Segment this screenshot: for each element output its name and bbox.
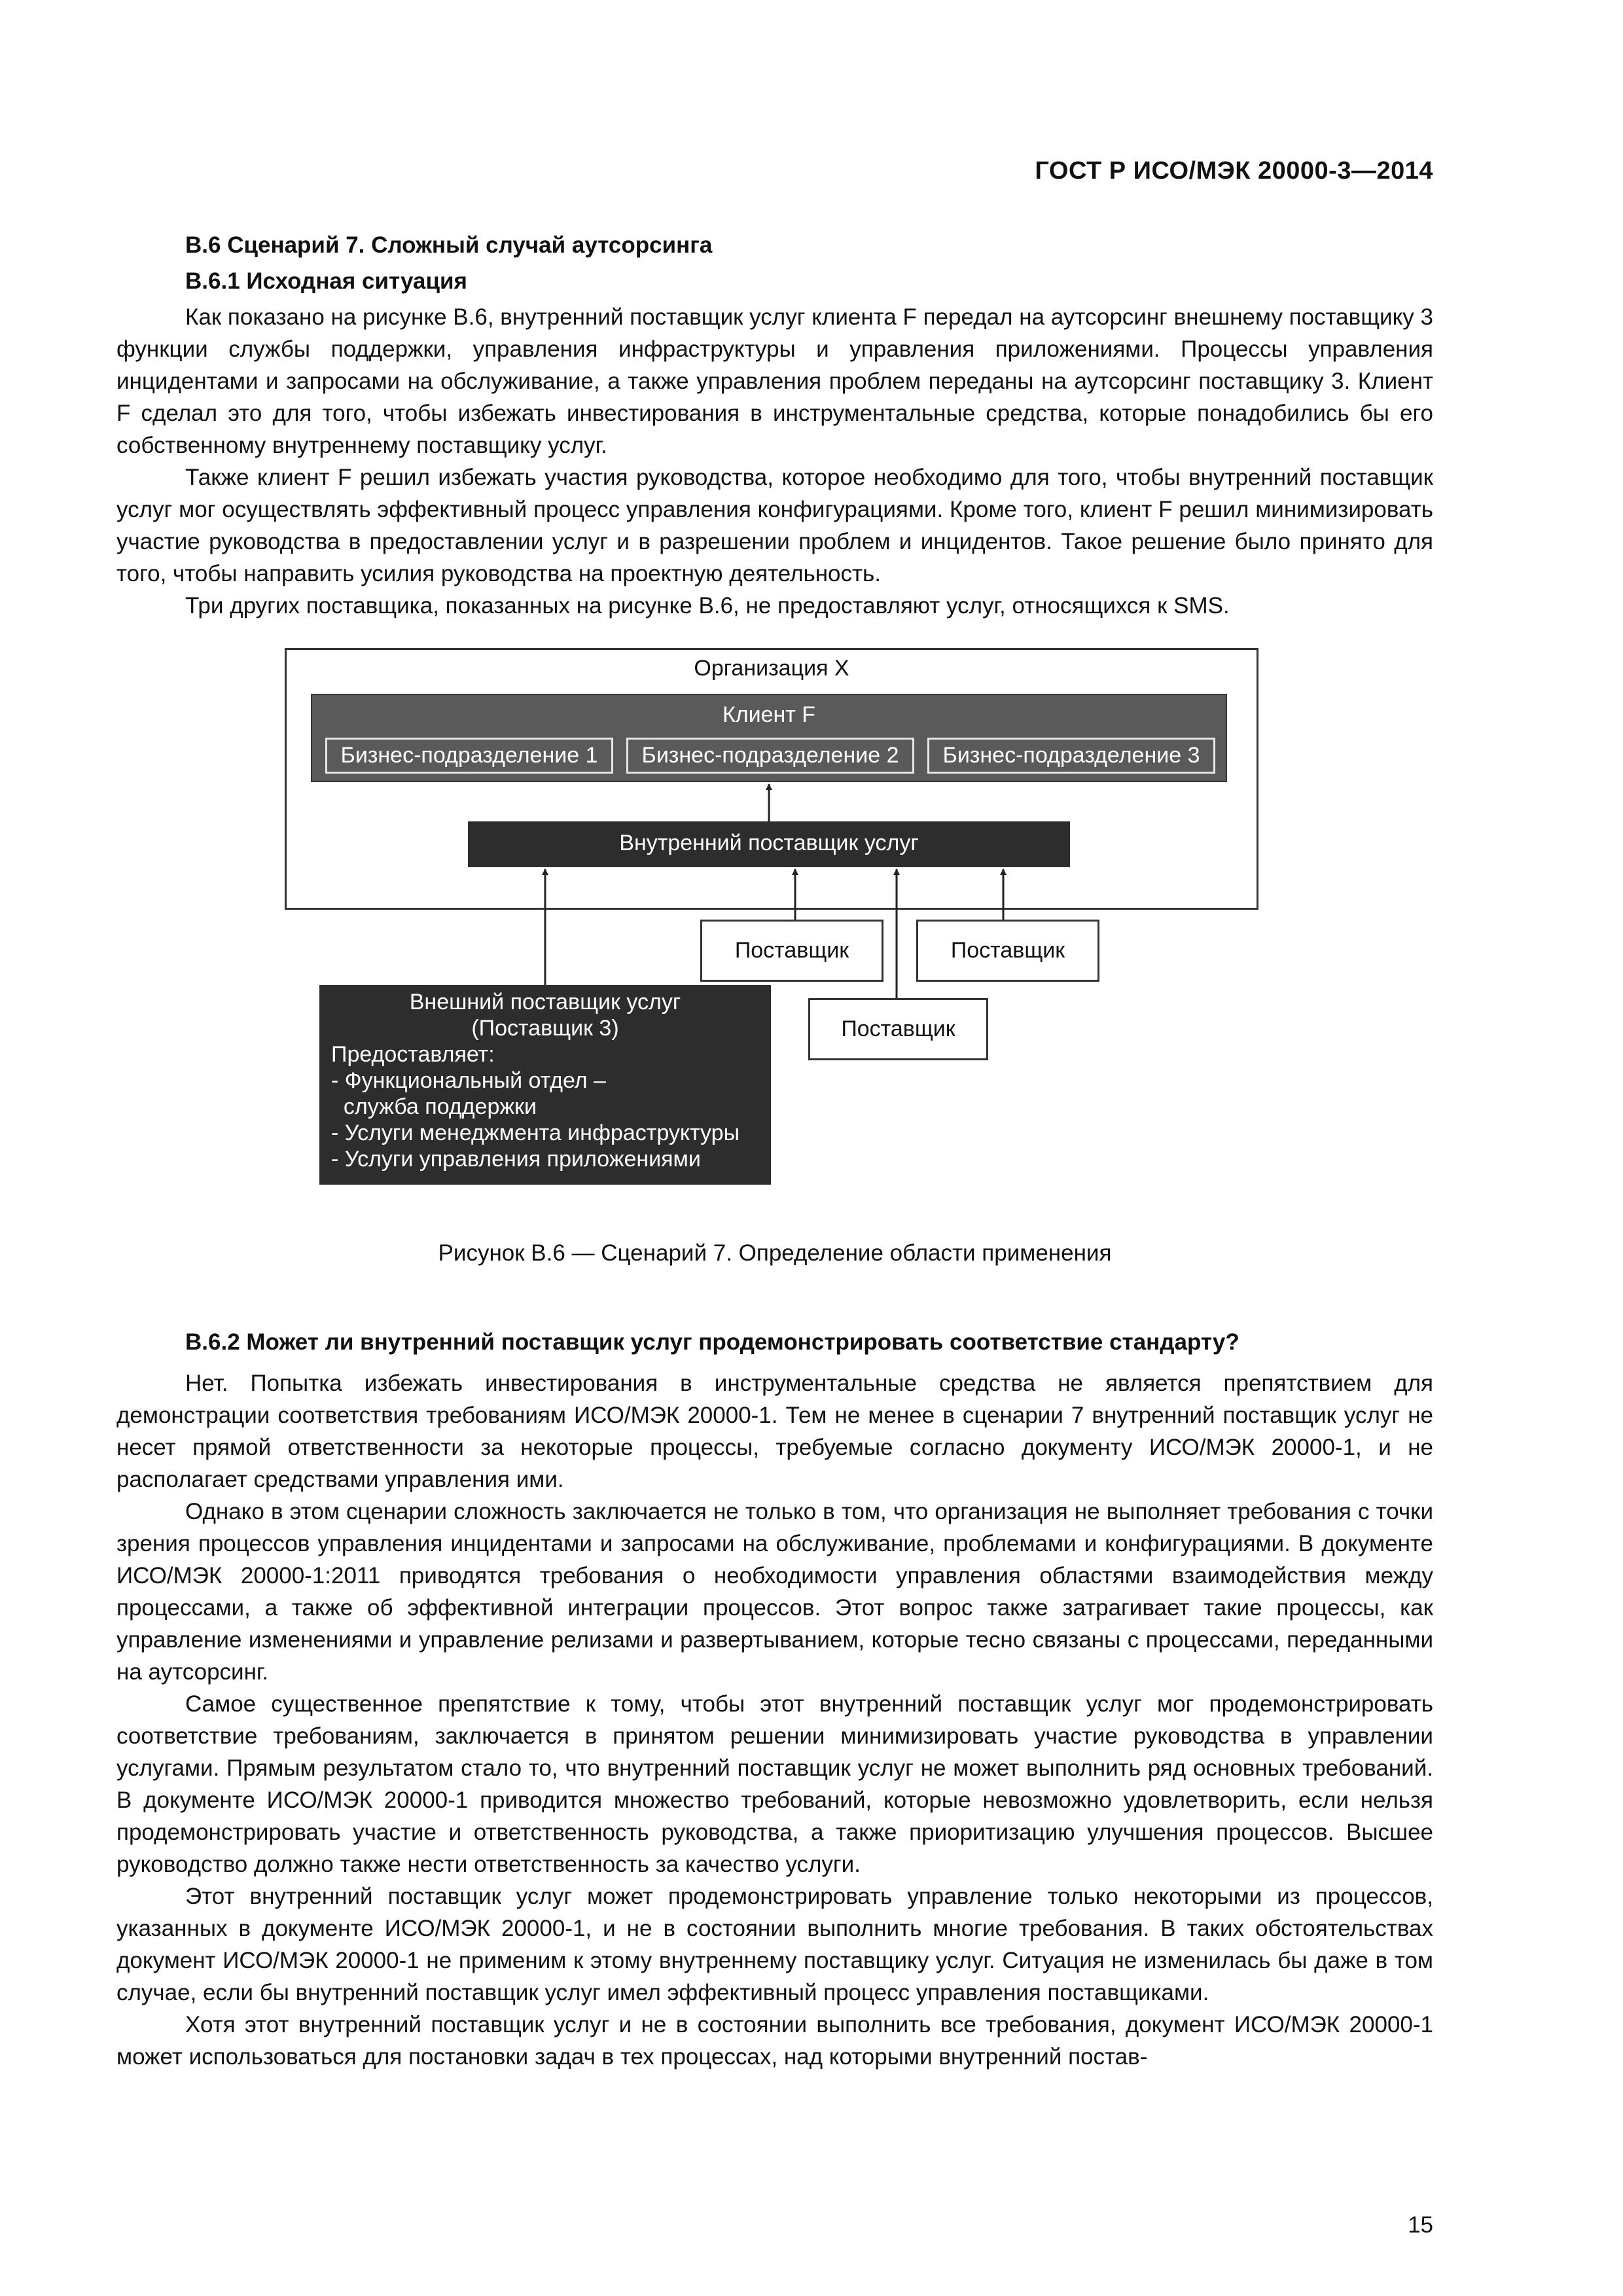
document-header: ГОСТ Р ИСО/МЭК 20000-3—2014	[1035, 157, 1433, 185]
external-provider-subtitle: (Поставщик 3)	[471, 1016, 619, 1041]
supplier-box-2: Поставщик	[916, 920, 1099, 982]
list-item: - Услуги менеджмента инфраструктуры	[331, 1121, 740, 1145]
subsection-title: В.6.2 Может ли внутренний поставщик услуг продемонстрировать соответствие стандарту?	[185, 1329, 1240, 1355]
business-unit-3: Бизнес-подразделение 3	[927, 738, 1215, 774]
section-b62	[116, 1326, 1433, 2073]
supplier-box-1: Поставщик	[700, 920, 883, 982]
section-title: В.6 Сценарий 7. Сложный случай аутсорсинга	[185, 232, 713, 258]
diagram-arrows	[281, 645, 1263, 1214]
external-provides-label: Предоставляет:	[331, 1042, 495, 1067]
business-unit-1: Бизнес-подразделение 1	[325, 738, 613, 774]
list-item: служба поддержки	[331, 1094, 537, 1119]
scope-diagram	[281, 645, 1263, 1214]
paragraph: Также клиент F решил избежать участия руководства, которое необходимо для того, чтобы внутренний поставщик услуг мог осуществлять эффективный процесс управления конфигурациями. Кроме того, клиент F решил минимизировать участие руководства в предоставлении услуг и в разрешении проблем и инцидентов. Такое решение было принято для того, чтобы направить усилия руководства на проектную деятельность.	[116, 465, 1433, 586]
external-provider-title: Внешний поставщик услуг	[409, 990, 681, 1014]
paragraph: Самое существенное препятствие к тому, чтобы этот внутренний поставщик услуг мог продемонстрировать соответствие требованиям, заключается в принятом решении минимизировать участие руководства в управлении услугами. Прямым результатом стало то, что внутренний поставщик услуг не может выполнить ряд основных требований. В документе ИСО/МЭК 20000-1 приводится множество требований, которые невозможно удовлетворить, если нельзя продемонстрировать участие и ответственность руководства, а также приоритизацию улучшения процессов. Высшее руководство должно также нести ответственность за качество услуги.	[116, 1691, 1433, 1877]
section-b6	[116, 229, 1433, 622]
paragraph: Однако в этом сценарии сложность заключается не только в том, что организация не выполняет требования с точки зрения процессов управления инцидентами и запросами на обслуживание, проблемами и конфигурациями. В документе ИСО/МЭК 20000-1:2011 приводятся требования о необходимости управления областями взаимодействия между процессами, а также об эффективной интеграции процессов. Этот вопрос также затрагивает такие процессы, как управление изменениями и управление релизами и развертыванием, которые тесно связаны с процессами, переданными на аутсорсинг.	[116, 1499, 1433, 1685]
page-number: 15	[1408, 2212, 1433, 2238]
paragraph: Нет. Попытка избежать инвестирования в инструментальные средства не является препятствием для демонстрации соответствия требованиям ИСО/МЭК 20000-1. Тем не менее в сценарии 7 внутренний поставщик услуг не несет прямой ответственности за некоторые процессы, требуемые согласно документу ИСО/МЭК 20000-1, и не располагает средствами управления ими.	[116, 1371, 1433, 1492]
business-unit-2: Бизнес-подразделение 2	[626, 738, 914, 774]
supplier-box-3: Поставщик	[808, 998, 988, 1060]
paragraph: Три других поставщика, показанных на рисунке В.6, не предоставляют услуг, относящихся к SMS.	[185, 593, 1230, 619]
paragraph: Этот внутренний поставщик услуг может продемонстрировать управление только некоторыми из процессов, указанных в документе ИСО/МЭК 20000-1, и не в состоянии выполнить многие требования. В таких обстоятельствах документ ИСО/МЭК 20000-1 не применим к этому внутреннему поставщику услуг. Ситуация не изменилась бы даже в том случае, если бы внутренний поставщик услуг имел эффективный процесс управления поставщиками.	[116, 1884, 1433, 2005]
client-label: Клиент F	[722, 702, 816, 727]
subsection-title: В.6.1 Исходная ситуация	[185, 268, 467, 294]
list-item: - Функциональный отдел –	[331, 1068, 606, 1093]
list-item: - Услуги управления приложениями	[331, 1147, 701, 1172]
paragraph: Хотя этот внутренний поставщик услуг и не в состоянии выполнить все требования, документ ИСО/МЭК 20000-1 может использоваться для постановки задач в тех процессах, над которыми внутренний постав-	[116, 2012, 1433, 2070]
organization-label: Организация X	[694, 656, 849, 681]
internal-provider-box: Внутренний поставщик услуг	[468, 821, 1070, 867]
figure-caption: Рисунок В.6 — Сценарий 7. Определение области применения	[438, 1240, 1112, 1266]
paragraph: Как показано на рисунке В.6, внутренний поставщик услуг клиента F передал на аутсорсинг внешнему поставщику 3 функции службы поддержки, управления инфраструктуры и управления приложениями. Процессы управления инцидентами и запросами на обслуживание, а также управления проблем переданы на аутсорсинг поставщику 3. Клиент F сделал это для того, чтобы избежать инвестирования в инструментальные средства, которые понадобились бы его собственному внутреннему поставщику услуг.	[116, 304, 1433, 458]
